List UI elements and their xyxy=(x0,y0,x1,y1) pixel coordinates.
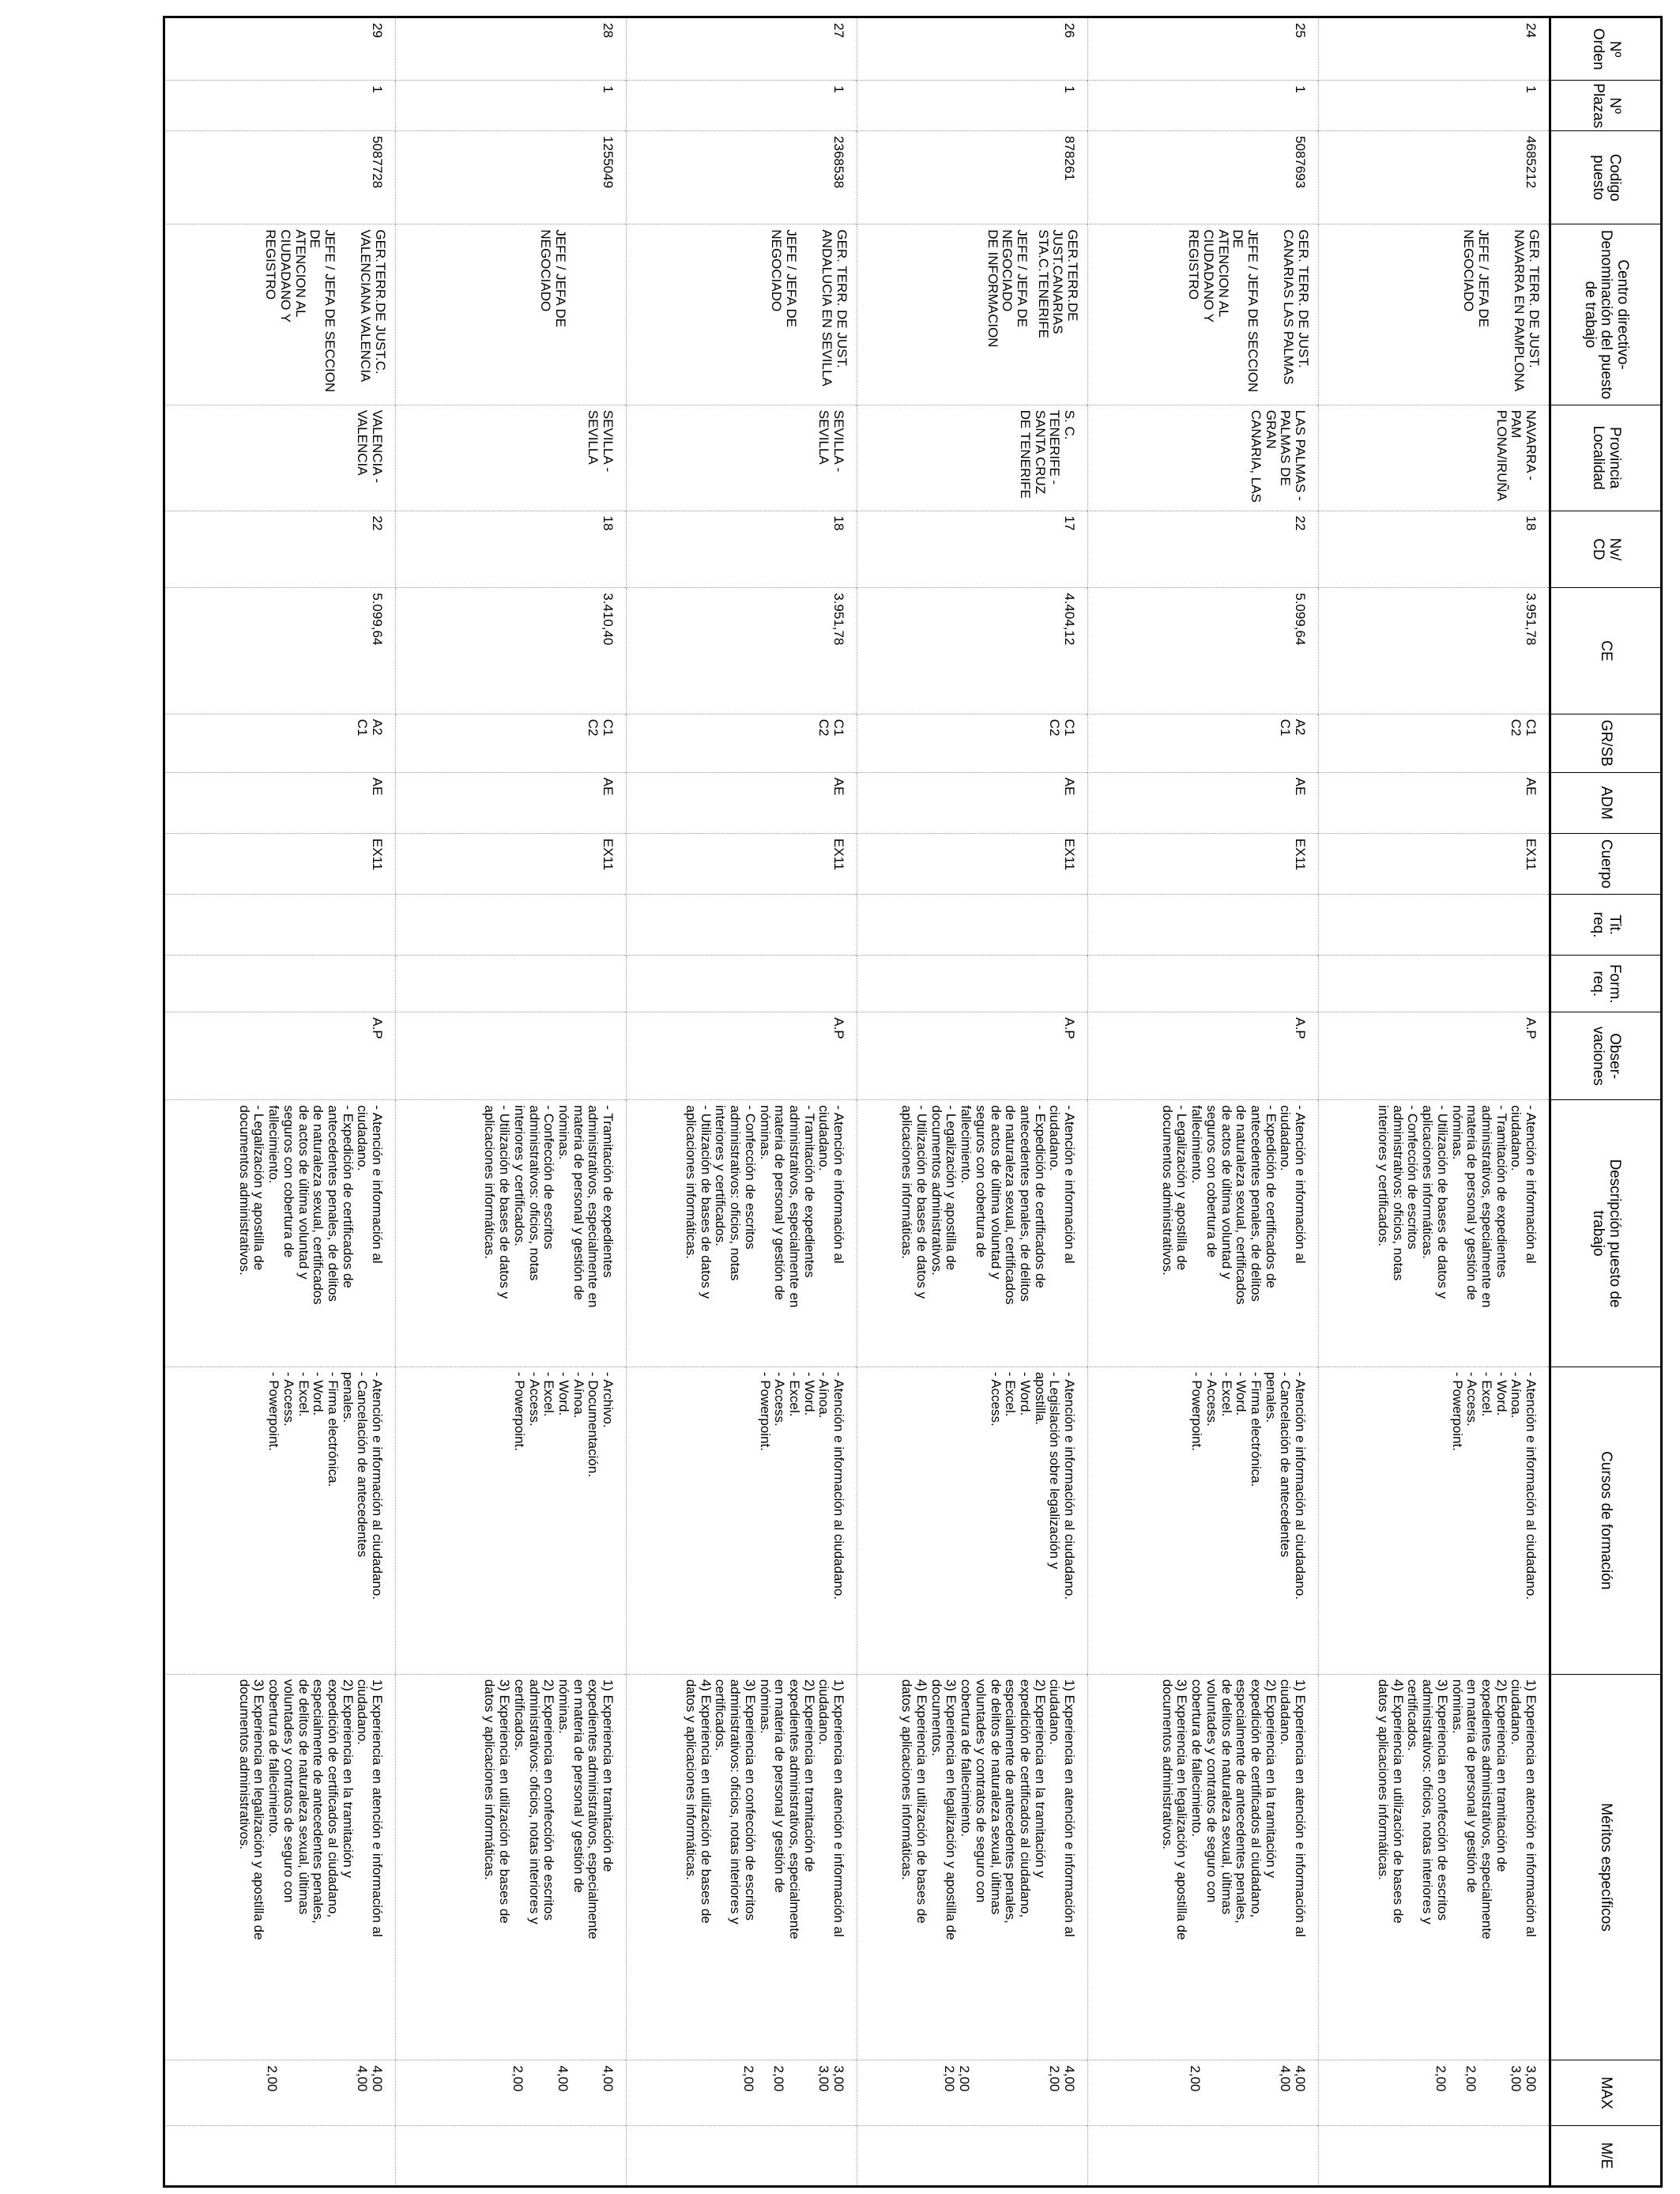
max-score: 3,00 xyxy=(1524,2065,1539,2092)
cursos-cell: - Atención e información al ciudadano. - Aínoa. - Word. - Excel. - Access. - Powerpoint. xyxy=(1319,1367,1550,1674)
me-cell xyxy=(857,2125,1088,2186)
max-cell xyxy=(627,2060,857,2125)
max-cell xyxy=(1319,2060,1550,2125)
orden-cell: 24 xyxy=(1319,17,1550,81)
ce-cell: 5.099,64 xyxy=(1088,588,1319,714)
descripcion-cell: - Tramitación de expedientes administrativos, especialmente en materia de personal y gestión de nóminas. - Confección de escritos administrativos: oficios, notas interiores y certificados. - Utilización de bases de datos y aplicaciones informáticas. xyxy=(396,1100,627,1367)
orden-cell: 26 xyxy=(857,17,1088,81)
adm-cell: AE xyxy=(1088,772,1319,833)
max-score: 2,00 xyxy=(741,2065,756,2092)
cursos-cell: - Atención e información al ciudadano. - Cancelación de antecedentes penales. - Firma electrónica. - Word. - Excel. - Access. - Powerpoint. xyxy=(1088,1367,1319,1674)
centro-cell xyxy=(857,224,1088,405)
observaciones-cell: A.P xyxy=(1319,1012,1550,1100)
max-score: 4,00 xyxy=(1278,2065,1293,2092)
orden-cell: 25 xyxy=(1088,17,1319,81)
titulacion-cell xyxy=(396,895,627,956)
cuerpo-cell: EX11 xyxy=(164,833,396,894)
formacion-cell xyxy=(164,956,396,1012)
formacion-cell xyxy=(1319,956,1550,1012)
table-row xyxy=(1319,17,1550,2187)
titulacion-cell xyxy=(857,895,1088,956)
cuerpo-cell: EX11 xyxy=(627,833,857,894)
descripcion-cell: - Atención e información al ciudadano. - Expedición de certificados de antecedentes penales, de delitos de naturaleza sexual, certificados de actos de última voluntad y seguros con cobertura de fallecimiento. - Legalización y apostilla de documentos administrativos. - Utilización de bases de datos y aplicaciones informáticas. xyxy=(857,1100,1088,1367)
nivel-cell: 22 xyxy=(1088,511,1319,588)
orden-cell: 27 xyxy=(627,17,857,81)
max-score: 3,00 xyxy=(1509,2065,1524,2092)
me-cell xyxy=(1319,2125,1550,2186)
header-plazas: Nº Plazas xyxy=(1550,81,1662,131)
max-score xyxy=(294,2065,309,2121)
max-score: 2,00 xyxy=(771,2065,786,2092)
max-score xyxy=(540,2065,555,2121)
puesto-denominacion: JEFE / JEFA DE SECCION DE ATENCION AL CIUDADANO Y REGISTRO xyxy=(263,229,337,393)
table-row xyxy=(857,17,1088,2187)
formacion-cell xyxy=(1088,956,1319,1012)
ce-cell: 5.099,64 xyxy=(164,588,396,714)
max-score: 4,00 xyxy=(1062,2065,1077,2092)
max-score xyxy=(800,2065,816,2121)
ce-cell: 3.951,78 xyxy=(1319,588,1550,714)
max-score: 2,00 xyxy=(942,2065,957,2092)
adm-cell: AE xyxy=(627,772,857,833)
adm-cell: AE xyxy=(164,772,396,833)
cuerpo-cell: EX11 xyxy=(396,833,627,894)
cursos-cell: - Atención e información al ciudadano. - Aínoa. - Word. - Excel. - Access. - Powerpoint. xyxy=(627,1367,857,1674)
max-score xyxy=(971,2065,986,2121)
cuerpo-cell: EX11 xyxy=(857,833,1088,894)
plazas-cell: 1 xyxy=(396,81,627,131)
ce-cell: 4.404,12 xyxy=(857,588,1088,714)
max-score xyxy=(1262,2065,1277,2121)
header-observaciones: Obser- vaciones xyxy=(1550,1012,1662,1100)
max-score xyxy=(986,2065,1001,2121)
meritos-cell: 1) Experiencia en atención e información al ciudadano. 2) Experiencia en tramitación de expedientes administrativos, especialmente en materia de personal y gestión de nóminas. 3) Experiencia en confección de escritos administrativos: oficios, notas interiores y certificados. 4) Experiencia en utilización de bases de datos y aplicaciones informáticas. xyxy=(1319,1674,1550,2060)
nivel-cell: 18 xyxy=(396,511,627,588)
me-cell xyxy=(627,2125,857,2186)
max-score: 2,00 xyxy=(1433,2065,1448,2092)
descripcion-cell: - Atención e información al ciudadano. - Tramitación de expedientes administrativos, especialmente en materia de personal y gestión de nóminas. - Utilización de bases de datos y aplicaciones informáticas. - Confección de escritos administrativos: oficios, notas interiores y certificados. xyxy=(1319,1100,1550,1367)
plazas-cell: 1 xyxy=(1319,81,1550,131)
centro-directivo: GER. TERR. DE JUST. ANDALUCIA EN SEVILLA xyxy=(819,229,849,386)
max-cell xyxy=(857,2060,1088,2125)
centro-directivo: GER. TERR. DE JUST. NAVARRA EN PAMPLONA xyxy=(1512,229,1542,392)
centro-directivo xyxy=(569,224,626,404)
max-score: 2,00 xyxy=(510,2065,525,2092)
max-score xyxy=(525,2065,540,2121)
max-score: 3,00 xyxy=(831,2065,846,2092)
grupo-cell: C1 C2 xyxy=(1319,714,1550,772)
header-nivel: Nv/ CD xyxy=(1550,511,1662,588)
max-score xyxy=(1202,2065,1217,2121)
centro-directivo: GER.TERR.DE JUST.C. VALENCIANA VALENCIA xyxy=(358,229,388,383)
max-score: 3,00 xyxy=(816,2065,831,2092)
orden-cell: 29 xyxy=(164,17,396,81)
max-score xyxy=(585,2065,600,2121)
codigo-cell: 2368538 xyxy=(627,131,857,224)
max-score: 2,00 xyxy=(1188,2065,1203,2092)
provincia-cell: SEVILLA - SEVILLA xyxy=(396,405,627,511)
centro-directivo: GER. TERR. DE JUST. CANARIAS LAS PALMAS xyxy=(1281,229,1311,385)
max-score: 2,00 xyxy=(265,2065,280,2092)
centro-directivo: GER.TERR.DE JUST.CANARIAS STA.C.TENERIFE xyxy=(1035,229,1080,338)
job-positions-table xyxy=(163,16,1663,2188)
formacion-cell xyxy=(627,956,857,1012)
titulacion-cell xyxy=(627,895,857,956)
puesto-denominacion: JEFE / JEFA DE SECCION DE ATENCION AL CIUDADANO Y REGISTRO xyxy=(1186,229,1260,393)
me-cell xyxy=(1088,2125,1319,2186)
centro-cell xyxy=(396,224,627,405)
codigo-cell: 1255049 xyxy=(396,131,627,224)
cuerpo-cell: EX11 xyxy=(1319,833,1550,894)
meritos-cell: 1) Experiencia en tramitación de expedientes administrativos, especialmente en materia de personal y gestión de nóminas. 2) Experiencia en confección de escritos administrativos: oficios, notas interiores y certificados. 3) Experiencia en utilización de bases de datos y aplicaciones informáticas. xyxy=(396,1674,627,2060)
header-titulacion: Tit. req. xyxy=(1550,895,1662,956)
header-cursos: Cursos de formación xyxy=(1550,1367,1662,1674)
cursos-cell: - Archivo. - Documentación. - Aínoa. - Word. - Excel. - Access. - Powerpoint. xyxy=(396,1367,627,1674)
max-score xyxy=(1016,2065,1031,2121)
codigo-cell: 878261 xyxy=(857,131,1088,224)
puesto-denominacion: JEFE / JEFA DE NEGOCIADO xyxy=(769,229,799,328)
provincia-cell: SEVILLA - SEVILLA xyxy=(627,405,857,511)
header-descripcion: Descripción puesto de trabajo xyxy=(1550,1100,1662,1367)
formacion-cell xyxy=(396,956,627,1012)
observaciones-cell: A.P xyxy=(164,1012,396,1100)
adm-cell: AE xyxy=(396,772,627,833)
max-score xyxy=(785,2065,800,2121)
centro-cell xyxy=(164,224,396,405)
codigo-cell: 5087728 xyxy=(164,131,396,224)
table-row xyxy=(1088,17,1319,2187)
max-cell xyxy=(396,2060,627,2125)
table-row xyxy=(396,17,627,2187)
header-me: M/E xyxy=(1550,2125,1662,2186)
max-score: 4,00 xyxy=(556,2065,571,2092)
max-score xyxy=(1031,2065,1046,2121)
me-cell xyxy=(164,2125,396,2186)
titulacion-cell xyxy=(1319,895,1550,956)
max-score xyxy=(1232,2065,1247,2121)
me-cell xyxy=(396,2125,627,2186)
header-codigo: Codigo puesto xyxy=(1550,131,1662,224)
table-body xyxy=(164,17,1550,2187)
header-orden: Nº Orden xyxy=(1550,17,1662,81)
cursos-cell: - Atención e información al ciudadano. - Cancelación de antecedentes penales. - Firma electrónica. - Word. - Excel. - Access. - Powerpoint. xyxy=(164,1367,396,1674)
max-score xyxy=(1478,2065,1493,2121)
header-formacion: Form. req. xyxy=(1550,956,1662,1012)
max-score xyxy=(1217,2065,1232,2121)
max-score xyxy=(339,2065,354,2121)
max-score xyxy=(1448,2065,1463,2121)
plazas-cell: 1 xyxy=(1088,81,1319,131)
ce-cell: 3.951,78 xyxy=(627,588,857,714)
cursos-cell: - Atención e información al ciudadano. - Legislación sobre legalización y apostilla. - Word. - Excel. - Access. xyxy=(857,1367,1088,1674)
header-grupo: GR/SB xyxy=(1550,714,1662,772)
meritos-cell: 1) Experiencia en atención e información al ciudadano. 2) Experiencia en la tramitación y expedición de certificados al ciudadano, especialmente de antecedentes penales, de delitos de naturaleza sexual, últimas voluntades y contratos de seguro con cobertura de fallecimiento. 3) Experiencia en legalización y apostilla de documentos. 4) Experiencia en utilización de bases de datos y aplicaciones informáticas. xyxy=(857,1674,1088,2060)
grupo-cell: C1 C2 xyxy=(627,714,857,772)
descripcion-cell: - Atención e información al ciudadano. - Expedición de certificados de antecedentes penales, de delitos de naturaleza sexual, certificados de actos de última voluntad y seguros con cobertura de fallecimiento. - Legalización y apostilla de documentos administrativos. xyxy=(164,1100,396,1367)
descripcion-cell: - Atención e información al ciudadano. - Expedición de certificados de antecedentes penales, de delitos de naturaleza sexual, certificados de actos de última voluntad y seguros con cobertura de fallecimiento. - Legalización y apostilla de documentos administrativos. xyxy=(1088,1100,1319,1367)
grupo-cell: C1 C2 xyxy=(857,714,1088,772)
max-score xyxy=(570,2065,585,2121)
adm-cell: AE xyxy=(1319,772,1550,833)
nivel-cell: 18 xyxy=(1319,511,1550,588)
max-score: 2,00 xyxy=(1463,2065,1478,2092)
observaciones-cell: A.P xyxy=(857,1012,1088,1100)
max-score xyxy=(324,2065,339,2121)
nivel-cell: 17 xyxy=(857,511,1088,588)
centro-cell xyxy=(1088,224,1319,405)
table-row xyxy=(164,17,396,2187)
orden-cell: 28 xyxy=(396,17,627,81)
meritos-cell: 1) Experiencia en atención e información al ciudadano. 2) Experiencia en tramitación de expedientes administrativos, especialmente en materia de personal y gestión de nóminas. 3) Experiencia en confección de escritos administrativos: oficios, notas interiores y certificados. 4) Experiencia en utilización de bases de datos y aplicaciones informáticas. xyxy=(627,1674,857,2060)
titulacion-cell xyxy=(1088,895,1319,956)
provincia-cell: VALENCIA - VALENCIA xyxy=(164,405,396,511)
max-score xyxy=(1493,2065,1508,2121)
max-score: 4,00 xyxy=(1293,2065,1308,2092)
header-cuerpo: Cuerpo xyxy=(1550,833,1662,894)
codigo-cell: 5087693 xyxy=(1088,131,1319,224)
plazas-cell: 1 xyxy=(857,81,1088,131)
max-score xyxy=(1001,2065,1016,2121)
header-row xyxy=(1550,17,1662,2187)
puesto-denominacion: JEFE / JEFA DE NEGOCIADO xyxy=(1461,229,1491,328)
header-centro: Centro directivo- Denominación del puesto de trabajo xyxy=(1550,224,1662,405)
observaciones-cell: A.P xyxy=(1088,1012,1319,1100)
max-score xyxy=(279,2065,294,2121)
ce-cell: 3.410,40 xyxy=(396,588,627,714)
grupo-cell: C1 C2 xyxy=(396,714,627,772)
descripcion-cell: - Atención e información al ciudadano. - Tramitación de expedientes administrativos, especialmente en materia de personal y gestión de nóminas. - Confección de escritos administrativos: oficios, notas interiores y certificados. - Utilización de bases de datos y aplicaciones informáticas. xyxy=(627,1100,857,1367)
titulacion-cell xyxy=(164,895,396,956)
plazas-cell: 1 xyxy=(627,81,857,131)
max-score: 4,00 xyxy=(355,2065,370,2092)
max-cell xyxy=(1088,2060,1319,2125)
cuerpo-cell: EX11 xyxy=(1088,833,1319,894)
max-score xyxy=(1247,2065,1262,2121)
grupo-cell: A2 C1 xyxy=(164,714,396,772)
provincia-cell: S. C. TENERIFE - SANTA CRUZ DE TENERIFE xyxy=(857,405,1088,511)
nivel-cell: 18 xyxy=(627,511,857,588)
meritos-cell: 1) Experiencia en atención e información al ciudadano. 2) Experiencia en la tramitación y expedición de certificados al ciudadano, especialmente de antecedentes penales, de delitos de naturaleza sexual, últimas voluntades y contratos de seguro con cobertura de fallecimiento. 3) Experiencia en legalización y apostilla de documentos administrativos. xyxy=(164,1674,396,2060)
centro-cell xyxy=(1319,224,1550,405)
provincia-cell: NAVARRA - PAM PLONA/IRUÑA xyxy=(1319,405,1550,511)
max-score xyxy=(309,2065,324,2121)
puesto-denominacion: JEFE / JEFA DE NEGOCIADO xyxy=(538,229,568,328)
table-row xyxy=(627,17,857,2187)
observaciones-cell xyxy=(396,1012,627,1100)
max-score xyxy=(755,2065,770,2121)
max-cell xyxy=(164,2060,396,2125)
max-score: 2,00 xyxy=(1047,2065,1062,2092)
puesto-denominacion: JEFE / JEFA DE NEGOCIADO DE INFORMACION xyxy=(985,229,1030,348)
grupo-cell: A2 C1 xyxy=(1088,714,1319,772)
header-max: MAX xyxy=(1550,2060,1662,2125)
observaciones-cell: A.P xyxy=(627,1012,857,1100)
codigo-cell: 4685212 xyxy=(1319,131,1550,224)
header-ce: CE xyxy=(1550,588,1662,714)
nivel-cell: 22 xyxy=(164,511,396,588)
adm-cell: AE xyxy=(857,772,1088,833)
formacion-cell xyxy=(857,956,1088,1012)
meritos-cell: 1) Experiencia en atención e información al ciudadano. 2) Experiencia en la tramitación y expedición de certificados al ciudadano, especialmente de antecedentes penales, de delitos de naturaleza sexual, últimas voluntades y contratos de seguro con cobertura de fallecimiento. 3) Experiencia en legalización y apostilla de documentos administrativos. xyxy=(1088,1674,1319,2060)
max-score: 4,00 xyxy=(370,2065,385,2092)
centro-cell xyxy=(627,224,857,405)
max-score: 2,00 xyxy=(957,2065,972,2092)
provincia-cell: LAS PALMAS - PALMAS DE GRAN CANARIA, LAS xyxy=(1088,405,1319,511)
header-adm: ADM xyxy=(1550,772,1662,833)
max-score: 4,00 xyxy=(601,2065,616,2092)
header-provincia: Provincia Localidad xyxy=(1550,405,1662,511)
header-meritos: Méritos específicos xyxy=(1550,1674,1662,2060)
plazas-cell: 1 xyxy=(164,81,396,131)
